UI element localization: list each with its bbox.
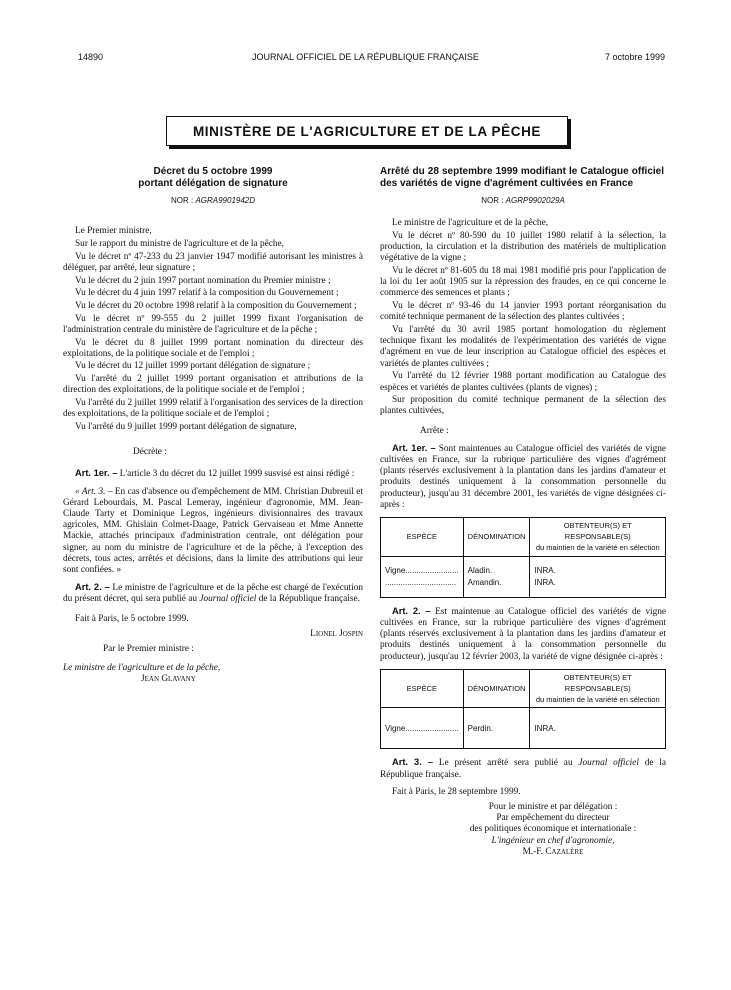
col-obtenteur-title: OBTENTEUR(S) ET RESPONSABLE(S) [563, 521, 632, 542]
signature-place-date: Fait à Paris, le 28 septembre 1999. [392, 786, 521, 797]
cell-text: INRA. [534, 577, 556, 587]
paragraph: Sur proposition du comité technique permanent de la sélection des plantes cultivées, [380, 395, 666, 417]
article-text: de la République française. [380, 758, 666, 780]
col-espece: ESPÈCE [381, 518, 464, 557]
paragraph: Vu le décret nº 93-46 du 14 janvier 1993 portant réorganisation du comité technique permanent de la sélection des plantes cultivées ; [380, 301, 666, 323]
arrete-heading: Arrête : [420, 425, 449, 436]
signature-block [440, 802, 666, 858]
col-obtenteur [530, 518, 666, 557]
signature-place-date: Fait à Paris, le 5 octobre 1999. [75, 613, 189, 624]
decree-column [63, 166, 363, 686]
sign-name: M.-F. Cazalère [522, 846, 584, 857]
par-premier-ministre: Par le Premier ministre : [103, 644, 194, 654]
ministry-banner-text: MINISTÈRE DE L'AGRICULTURE ET DE LA PÊCHE [192, 123, 542, 139]
article-1 [380, 443, 666, 511]
page-number: 14890 [78, 52, 104, 62]
journal-title: JOURNAL OFFICIEL DE LA RÉPUBLIQUE FRANÇAISE [252, 52, 479, 62]
col-obtenteur-sub: du maintien de la variété en sélection [535, 543, 660, 553]
article-text: Sont maintenues au Catalogue officiel des variétés de vigne cultivées en France, sur la rubrique particulière des vignes d'agrément (plants réservés exclusivement à la plantation dans les jardins d'amateur et produits destinés uniquement à la consommation personnelle du producteur), jusqu'au 31 décembre 2001, les variétés de vigne désignées ci-après : [380, 443, 666, 510]
cell-espece [381, 556, 464, 597]
ministry-banner [166, 116, 568, 146]
nor-code: AGRA9901942D [195, 196, 256, 205]
article-2 [380, 606, 666, 663]
cell-espece: Vigne........................ [381, 708, 464, 749]
cell-obtenteur [530, 556, 666, 597]
table-row [381, 556, 666, 597]
table-header-row [381, 518, 666, 557]
varieties-table-2 [380, 669, 666, 750]
decree-title [63, 166, 363, 189]
cell-denomination [463, 556, 530, 597]
signatory-name: Lionel Jospin [310, 628, 363, 639]
col-denomination: DÉNOMINATION [463, 669, 530, 708]
paragraph: Le ministre de l'agriculture et de la pêche, [392, 218, 549, 229]
arrete-column [380, 166, 666, 858]
paragraph: Vu le décret nº 47-233 du 23 janvier 1947 modifié autorisant les ministres à déléguer, par arrêté, leur signature ; [63, 251, 363, 273]
paragraph: Vu le décret nº 80-590 du 10 juillet 1980 relatif à la sélection, la production, la circulation et la distribution des matériels de multiplication végétative de la vigne ; [380, 230, 666, 264]
article-label: Art. 2. – [392, 605, 431, 616]
article-text: L'article 3 du décret du 12 juillet 1999 susvisé est ainsi rédigé : [119, 469, 355, 480]
nor-label: NOR : [170, 196, 194, 205]
paragraph: Vu l'arrêté du 2 juillet 1999 portant organisation et attributions de la direction des exploitations, de la politique sociale et de l'emploi ; [63, 374, 363, 396]
paragraph: Vu le décret du 2 juin 1997 portant nomination du Premier ministre ; [75, 275, 331, 286]
minister-name: Jean Glavany [141, 674, 196, 685]
nor-code: AGRP9902029A [505, 196, 565, 205]
article-3 [380, 757, 666, 780]
article-label: « Art. 3. – [75, 486, 113, 497]
cell-text: Amandin. [467, 577, 502, 587]
col-denomination: DÉNOMINATION [463, 518, 530, 557]
cell-denomination: Perdin. [463, 708, 530, 749]
decrete-heading: Décrète : [133, 447, 167, 458]
paragraph: Vu le décret du 20 octobre 1998 relatif à la composition du Gouvernement ; [75, 300, 357, 311]
paragraph: Vu le décret nº 99-555 du 2 juillet 1999 fixant l'organisation de l'administration centrale du ministère de l'agriculture et de la pêche ; [63, 313, 363, 335]
journal-officiel-ref: Journal officiel [578, 758, 639, 769]
arrete-nor [380, 195, 666, 206]
paragraph: Vu l'arrêté du 12 février 1988 portant modification au Catalogue des espèces et variétés de plantes cultivées (plants de vignes) ; [380, 371, 666, 393]
article-text: Le ministre de l'agriculture et de la pêche est chargé de l'exécution du présent décret, qui sera publié au [63, 583, 364, 605]
decree-title-line1: Décret du 5 octobre 1999 [153, 166, 273, 177]
journal-officiel-ref: Journal officiel [199, 594, 257, 605]
article-label: Art. 3. – [392, 757, 434, 768]
arrete-title: Arrêté du 28 septembre 1999 modifiant le Catalogue officiel des variétés de vigne d'agrément cultivées en France [380, 166, 664, 189]
paragraph: Vu le décret du 4 juin 1997 relatif à la composition du Gouvernement ; [75, 288, 339, 299]
paragraph: Vu le décret nº 81-605 du 18 mai 1981 modifié pris pour l'application de la loi du 1er août 1905 sur la répression des fraudes, en ce qui concerne le commerce des semences et plants ; [380, 266, 666, 299]
varieties-table-1 [380, 517, 666, 598]
nor-label: NOR : [481, 196, 504, 205]
article-label: Art. 1er. – [75, 468, 118, 479]
cell-text: ................................ [385, 577, 457, 587]
article-text: En cas d'absence ou d'empêchement de MM. Christian Dubreuil et Gérard Lebourdais, M. Pascal Lemeray, ingénieur d'agronomie, MM. Jean-Claude Tarty et Dominique Legros, ingénieurs divisionnaires des travaux agricoles, MM. Ghislain Colmet-Daage, Patrick Gervaiseau et Mme Annette Mackie, attachés principaux d'administration centrale, ont délégation pour signer, au nom du ministre de l'agriculture et de la pêche, à l'exception des décrets, tous actes, arrêtés et décisions, dans la limite des attributions qui leur sont confiées. » [63, 486, 363, 575]
cell-text: Vigne........................ [385, 566, 459, 576]
paragraph: Le Premier ministre, [75, 226, 152, 237]
sign-line: Par empêchement du directeur [496, 813, 610, 824]
table-header-row [381, 669, 666, 708]
sign-line: Pour le ministre et par délégation : [488, 801, 618, 812]
paragraph: Vu l'arrêté du 2 juillet 1999 relatif à l'organisation des services de la direction des exploitations, de la politique sociale et de l'emploi ; [63, 398, 363, 420]
issue-date: 7 octobre 1999 [604, 52, 665, 62]
paragraph: Vu l'arrêté du 9 juillet 1999 portant délégation de signature, [75, 421, 297, 432]
paragraph: Vu le décret du 8 juillet 1999 portant nomination du directeur des exploitations, de la politique sociale et de l'emploi ; [63, 337, 363, 359]
table-row [381, 708, 666, 749]
col-obtenteur-sub: du maintien de la variété en sélection [535, 695, 660, 705]
sign-line: des politiques économique et internationale : [469, 824, 637, 835]
decree-title-line2: portant délégation de signature [138, 177, 288, 189]
article-3-quote [63, 487, 363, 577]
col-obtenteur-title: OBTENTEUR(S) ET RESPONSABLE(S) [563, 672, 632, 693]
paragraph: Sur le rapport du ministre de l'agriculture et de la pêche, [75, 238, 284, 249]
paragraph: Vu l'arrêté du 30 avril 1985 portant homologation du règlement technique fixant les modalités de l'expérimentation des variétés de vigne d'agrément en vue de leur inscription au Catalogue officiel des espèces et variétés de plantes cultivées ; [380, 325, 666, 369]
article-1 [63, 468, 363, 480]
article-label: Art. 2. – [75, 582, 110, 593]
cell-text: INRA. [534, 566, 556, 576]
col-espece: ESPÈCE [381, 669, 464, 708]
article-text: Est maintenue au Catalogue officiel des variétés de vigne cultivées en France, sur la rubrique particulière des vignes d'agrément (plants réservés exclusivement à la plantation dans les jardins d'amateur et produits destinés uniquement à la consommation personnelle du producteur), jusqu'au 12 février 2003, la variété de vigne désignée ci-après : [380, 606, 666, 662]
paragraph: Vu le décret du 12 juillet 1999 portant délégation de signature ; [75, 361, 311, 372]
cell-text: Aladin. [467, 566, 493, 576]
minister-title: Le ministre de l'agriculture et de la pêche, [63, 663, 221, 674]
col-obtenteur [530, 669, 666, 708]
article-text: de la République française. [258, 594, 360, 605]
sign-title: L'ingénieur en chef d'agronomie, [491, 835, 615, 846]
cell-obtenteur: INRA. [530, 708, 666, 749]
article-text: Le présent arrêté sera publié au [438, 758, 573, 769]
article-2 [63, 582, 363, 605]
article-label: Art. 1er. – [392, 442, 436, 453]
decree-nor [63, 195, 363, 206]
